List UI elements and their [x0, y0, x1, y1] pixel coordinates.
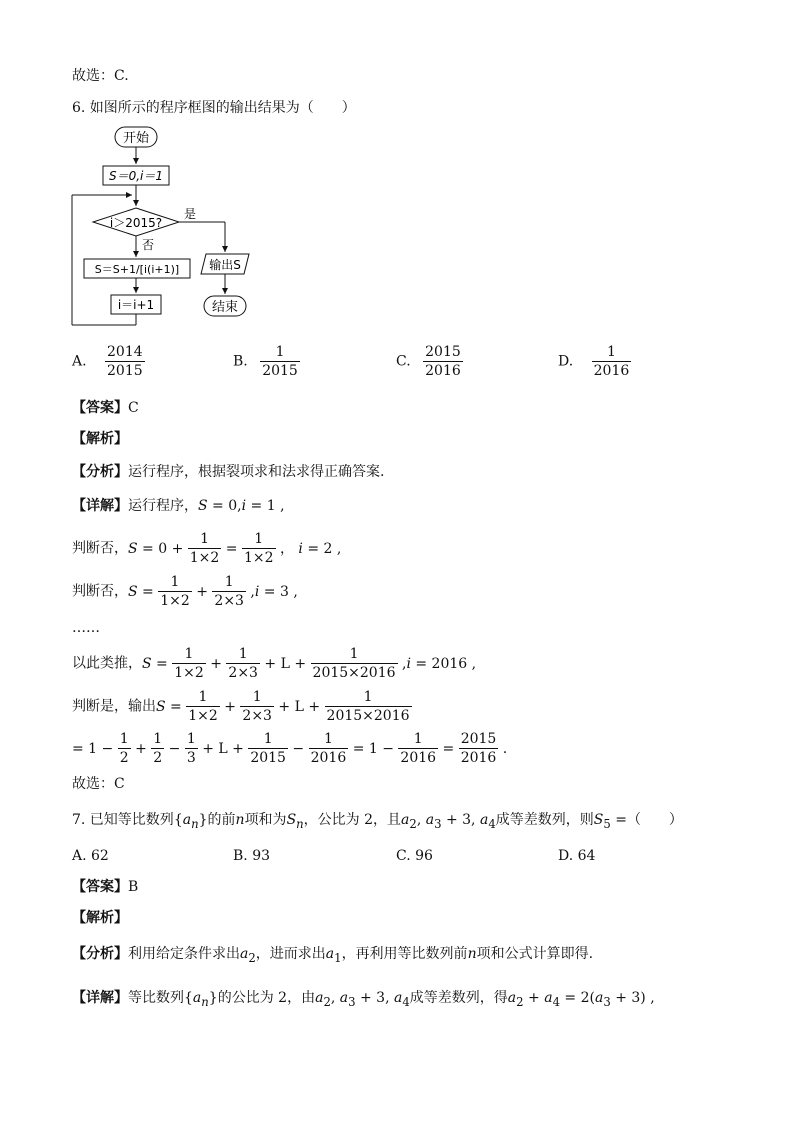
q6-option-c — [396, 343, 463, 380]
q7-fenxi-line — [72, 944, 593, 968]
step-line-2 — [72, 573, 298, 610]
q7-option-d: D. 64 — [558, 848, 596, 864]
math-expression: $S_5$ = — [593, 812, 627, 831]
q6-fenxi-line — [72, 462, 384, 482]
step-line-5 — [72, 730, 507, 767]
answer-tag: 【答案】 — [72, 879, 128, 895]
math-expression: = 1 − $\frac{1}{2}$ + $\frac{1}{2}$ − $\frac{1}{3}$ + L + $\frac{1}{2015}$ − $\frac{1}{2016}$ = 1 − $\frac{1}{2016}$ = $\frac{2015}{2016}$ . — [72, 731, 508, 766]
step-line-1 — [72, 530, 341, 567]
fenxi-text: ，进而求出 — [255, 946, 326, 962]
answer-value: B — [128, 879, 139, 895]
option-numerator: 1 — [260, 343, 300, 362]
xiangjie-text: 等比数列 — [128, 990, 184, 1006]
step-line-4 — [72, 688, 412, 725]
q7-option-a: A. 62 — [72, 848, 109, 864]
math-expression: $a_2 + a_4 = 2(a_3 + 3)$ , — [507, 990, 655, 1009]
option-label: A. — [72, 353, 87, 370]
math-expression: S = $\frac{1}{1\times 2}$ + $\frac{1}{2\times 3}$ + L + $\frac{1}{2015\times 2016}$ ,i = 2016 , — [142, 646, 477, 681]
q7-option-c: C. 96 — [396, 848, 433, 864]
option-denominator: 2015 — [107, 363, 143, 379]
flow-update-s-label: S＝S+1/[i(i+1)] — [94, 263, 180, 276]
option-denominator: 2016 — [593, 363, 630, 379]
option-denominator: 2016 — [425, 363, 461, 379]
math-expression: n — [467, 946, 477, 962]
q7-xiangjie-line — [72, 988, 655, 1012]
option-label: B. — [233, 353, 248, 370]
math-expression: $a_2$, $a_3 + 3$, $a_4$ — [401, 812, 496, 831]
flow-update-i-label: i＝i+1 — [117, 298, 155, 312]
q6-answer-line — [72, 398, 139, 418]
flow-yes-label: 是 — [184, 207, 197, 221]
flow-start-label: 开始 — [122, 131, 150, 146]
q7-stem-part: （ ） — [626, 812, 683, 828]
step-line-3 — [72, 645, 476, 682]
step-label: 判断是，输出 — [72, 698, 156, 715]
q6-jiexi: 【解析】 — [72, 431, 128, 447]
q6-xiangjie-line — [72, 496, 285, 516]
option-label: C. — [396, 353, 411, 370]
q7-stem-part: 7. 已知等比数列 — [72, 812, 174, 828]
q7-stem-part: ，公比为 2，且 — [303, 812, 402, 828]
q6-stem: 6. 如图所示的程序框图的输出结果为（ ） — [72, 100, 356, 116]
math-expression: $a_1$ — [325, 946, 342, 965]
q6-option-d — [558, 343, 631, 380]
q7-option-b: B. 93 — [233, 848, 271, 864]
math-expression: $\{a_n\}$ — [184, 990, 218, 1009]
fenxi-text: 项和公式计算即得. — [476, 946, 594, 962]
ellipsis-line: …… — [72, 620, 100, 636]
xiangjie-tag: 【详解】 — [72, 990, 128, 1006]
flow-condition-label: i＞2015? — [109, 216, 163, 230]
fenxi-tag: 【分析】 — [72, 464, 128, 480]
q6-final-answer: 故选：C — [72, 776, 125, 792]
math-expression: $\{a_n\}$ — [173, 812, 208, 831]
flow-end-label: 结束 — [211, 300, 239, 315]
xiangjie-text: 成等差数列，得 — [409, 990, 508, 1006]
previous-answer: 故选：C. — [72, 68, 129, 84]
q7-stem — [72, 810, 683, 834]
q6-option-a — [72, 343, 145, 380]
program-flowchart — [66, 122, 266, 332]
step-label: 判断否， — [72, 583, 128, 600]
answer-tag: 【答案】 — [72, 400, 128, 416]
fenxi-text: ，再利用等比数列前 — [341, 946, 468, 962]
math-expression: $S_n$ — [286, 812, 304, 831]
option-numerator: 2014 — [107, 344, 143, 360]
q7-answer-line — [72, 877, 138, 897]
q7-stem-part: 的前 — [207, 812, 236, 828]
flow-output-label: 输出S — [209, 258, 241, 272]
step-label: 判断否， — [72, 540, 128, 557]
option-numerator: 2015 — [425, 344, 461, 360]
q7-jiexi: 【解析】 — [72, 910, 128, 926]
step-label: 以此类推， — [72, 655, 142, 672]
math-expression: $a_2$ — [240, 946, 256, 965]
math-expression: S = 0 + $\frac{1}{1\times 2}$ = $\frac{1}{1\times 2}$ ， i = 2 , — [128, 531, 342, 566]
q7-stem-part: 项和为 — [244, 812, 287, 828]
flow-no-label: 否 — [142, 238, 155, 252]
q6-option-b — [233, 343, 300, 380]
math-expression: S = 0,i = 1 , — [198, 498, 285, 514]
fenxi-text: 利用给定条件求出 — [128, 946, 240, 962]
fenxi-tag: 【分析】 — [72, 946, 128, 962]
xiangjie-tag: 【详解】 — [72, 498, 128, 514]
option-denominator: 2015 — [262, 363, 298, 379]
fenxi-text: 运行程序，根据裂项求和法求得正确答案. — [128, 464, 385, 480]
option-label: D. — [558, 353, 574, 370]
xiangjie-text: 运行程序， — [128, 498, 198, 514]
math-expression: S = $\frac{1}{1\times 2}$ + $\frac{1}{2\times 3}$ ,i = 3 , — [128, 574, 298, 609]
math-expression: $a_2$, $a_3 + 3$, $a_4$ — [315, 990, 410, 1009]
option-numerator: 1 — [592, 343, 632, 362]
math-expression: n — [235, 812, 245, 828]
q7-stem-part: 成等差数列，则 — [495, 812, 594, 828]
answer-value: C — [128, 400, 139, 416]
flow-init-label: S＝0,i＝1 — [108, 169, 164, 183]
xiangjie-text: 的公比为 2，由 — [217, 990, 316, 1006]
math-expression: S = $\frac{1}{1\times 2}$ + $\frac{1}{2\times 3}$ + L + $\frac{1}{2015\times 2016}$ — [156, 689, 410, 724]
